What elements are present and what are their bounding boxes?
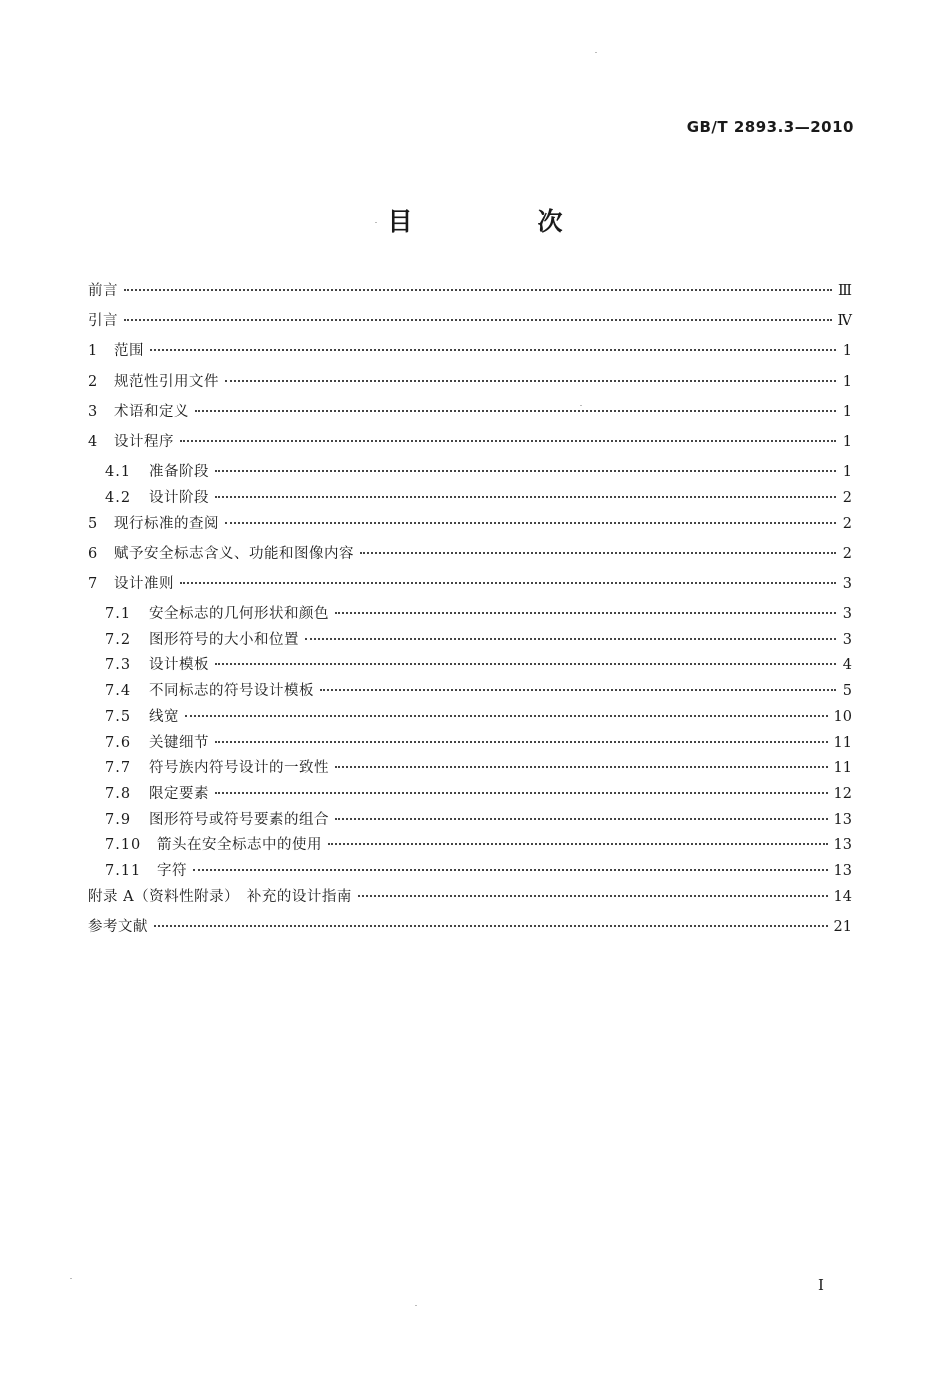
scan-speck xyxy=(595,52,597,53)
toc-entry-number: 7.10 xyxy=(105,837,142,854)
toc-entry-number: 7.11 xyxy=(105,862,142,879)
toc-entry-page: 13 xyxy=(833,837,852,854)
toc-entry-label: 不同标志的符号设计模板 xyxy=(149,683,314,700)
toc-entry[interactable] xyxy=(88,888,852,906)
toc-entry-label: 设计准则 xyxy=(114,575,174,592)
scan-speck xyxy=(415,1305,417,1306)
toc-entry-label: 设计阶段 xyxy=(149,489,209,506)
toc-entry-label: 范围 xyxy=(114,343,144,360)
toc-entry-label: 准备阶段 xyxy=(149,464,209,481)
toc-entry-page: 2 xyxy=(842,515,852,532)
toc-entry-number: 5 xyxy=(88,515,98,532)
toc-entry[interactable] xyxy=(88,575,852,593)
toc-entry-label: 赋予安全标志含义、功能和图像内容 xyxy=(114,545,354,562)
toc-entry-page: 1 xyxy=(842,403,852,420)
toc-dot-leader xyxy=(180,582,836,584)
toc-entry-page: 14 xyxy=(833,888,852,905)
toc-entry-label: 安全标志的几何形状和颜色 xyxy=(149,606,329,623)
toc-entry-number: 7.4 xyxy=(105,683,132,700)
toc-entry-number: 7.5 xyxy=(105,708,132,725)
toc-entry-label: 线宽 xyxy=(149,708,179,725)
toc-entry-page: 3 xyxy=(842,606,852,623)
toc-entry-page: 5 xyxy=(842,683,852,700)
toc-entry-label: 关键细节 xyxy=(149,734,209,751)
toc-entry-label: 图形符号或符号要素的组合 xyxy=(149,811,329,828)
toc-entry[interactable] xyxy=(88,433,852,451)
toc-entry-page: 1 xyxy=(842,464,852,481)
toc-dot-leader xyxy=(180,440,836,442)
toc-entry-number: 7.9 xyxy=(105,811,132,828)
toc-entry-page: 1 xyxy=(842,373,852,390)
toc-entry-label: 箭头在安全标志中的使用 xyxy=(157,837,322,854)
toc-dot-leader xyxy=(335,766,828,768)
toc-entry-page: 21 xyxy=(833,918,852,935)
toc-entry[interactable] xyxy=(88,515,852,533)
toc-entry-label: 术语和定义 xyxy=(114,403,189,420)
toc-entry-label: 引言 xyxy=(88,313,118,330)
toc-entry[interactable] xyxy=(88,759,852,777)
toc-entry[interactable] xyxy=(88,682,852,700)
toc-dot-leader xyxy=(335,612,836,614)
toc-dot-leader xyxy=(335,818,828,820)
toc-entry-page: 13 xyxy=(833,862,852,879)
toc-entry[interactable] xyxy=(88,836,852,854)
toc-entry[interactable] xyxy=(88,708,852,726)
toc-entry-label: 设计程序 xyxy=(114,433,174,450)
toc-entry-page: 3 xyxy=(842,575,852,592)
toc-entry-label: 字符 xyxy=(157,862,187,879)
toc-entry-number: 3 xyxy=(88,403,98,420)
toc-dot-leader xyxy=(225,522,836,524)
toc-entry[interactable] xyxy=(88,312,852,330)
toc-entry[interactable] xyxy=(88,862,852,880)
toc-dot-leader xyxy=(225,380,836,382)
standard-code: GB/T 2893.3—2010 xyxy=(686,118,854,136)
toc-entry-page: Ⅳ xyxy=(837,313,852,330)
toc-entry-page: 12 xyxy=(833,785,852,802)
scan-speck xyxy=(70,1278,72,1279)
toc-dot-leader xyxy=(215,470,836,472)
toc-entry[interactable] xyxy=(88,373,852,391)
toc-dot-leader xyxy=(150,349,836,351)
toc-entry-page: 10 xyxy=(833,708,852,725)
toc-entry-label: 规范性引用文件 xyxy=(114,373,219,390)
toc-entry[interactable] xyxy=(88,489,852,507)
toc-dot-leader xyxy=(124,319,832,321)
toc-entry-page: 11 xyxy=(833,760,852,777)
toc-entry[interactable] xyxy=(88,734,852,752)
toc-entry-page: 2 xyxy=(842,545,852,562)
toc-entry[interactable] xyxy=(88,545,852,563)
toc-entry-label: 设计模板 xyxy=(149,657,209,674)
toc-entry[interactable] xyxy=(88,785,852,803)
toc-entry-label: 图形符号的大小和位置 xyxy=(149,631,299,648)
toc-entry-page: 1 xyxy=(842,433,852,450)
toc-entry-page: 1 xyxy=(842,343,852,360)
toc-dot-leader xyxy=(124,289,832,291)
toc-entry[interactable] xyxy=(88,811,852,829)
toc-entry[interactable] xyxy=(88,463,852,481)
toc-entry-label: 参考文献 xyxy=(88,918,148,935)
toc-entry[interactable] xyxy=(88,605,852,623)
scan-speck xyxy=(580,405,582,406)
toc-dot-leader xyxy=(358,895,828,897)
toc-entry-number: 7.8 xyxy=(105,785,132,802)
table-of-contents xyxy=(88,282,852,948)
toc-dot-leader xyxy=(328,843,828,845)
toc-entry[interactable] xyxy=(88,282,852,300)
toc-entry[interactable] xyxy=(88,656,852,674)
toc-entry-page: Ⅲ xyxy=(838,283,852,299)
toc-entry-number: 4.2 xyxy=(105,489,132,506)
toc-entry[interactable] xyxy=(88,403,852,421)
toc-entry-number: 7.2 xyxy=(105,631,132,648)
toc-entry[interactable] xyxy=(88,631,852,649)
toc-dot-leader xyxy=(320,689,836,691)
toc-entry-page: 3 xyxy=(842,631,852,648)
page-title: 目 次 xyxy=(387,207,613,236)
toc-dot-leader xyxy=(193,869,828,871)
toc-entry-number: 7.6 xyxy=(105,734,132,751)
toc-dot-leader xyxy=(195,410,836,412)
toc-dot-leader xyxy=(215,741,828,743)
toc-entry-number: 7.7 xyxy=(105,760,132,777)
toc-entry-number: 7.1 xyxy=(105,606,132,623)
toc-entry-number: 7.3 xyxy=(105,657,132,674)
toc-entry-label: 现行标准的查阅 xyxy=(114,515,219,532)
toc-entry[interactable] xyxy=(88,918,852,936)
toc-dot-leader xyxy=(215,792,828,794)
toc-entry-page: 2 xyxy=(842,489,852,506)
toc-entry-label: 限定要素 xyxy=(149,785,209,802)
toc-entry-number: 6 xyxy=(88,545,98,562)
toc-entry-page: 11 xyxy=(833,734,852,751)
toc-entry-label: 符号族内符号设计的一致性 xyxy=(149,760,329,777)
toc-dot-leader xyxy=(154,925,828,927)
toc-entry-label: 前言 xyxy=(88,283,118,299)
toc-entry-label: 附录 A（资料性附录） 补充的设计指南 xyxy=(88,888,352,905)
toc-entry-number: 4 xyxy=(88,433,98,450)
toc-entry-page: 4 xyxy=(842,657,852,674)
page-number: I xyxy=(818,1276,824,1294)
toc-entry-page: 13 xyxy=(833,811,852,828)
scan-speck xyxy=(375,222,377,223)
toc-entry[interactable] xyxy=(88,342,852,360)
toc-dot-leader xyxy=(185,715,828,717)
toc-dot-leader xyxy=(305,638,836,640)
toc-entry-number: 4.1 xyxy=(105,464,132,481)
toc-dot-leader xyxy=(215,663,836,665)
toc-entry-number: 1 xyxy=(88,343,98,360)
toc-dot-leader xyxy=(360,552,836,554)
toc-dot-leader xyxy=(215,496,836,498)
toc-entry-number: 2 xyxy=(88,373,98,390)
toc-entry-number: 7 xyxy=(88,575,98,592)
